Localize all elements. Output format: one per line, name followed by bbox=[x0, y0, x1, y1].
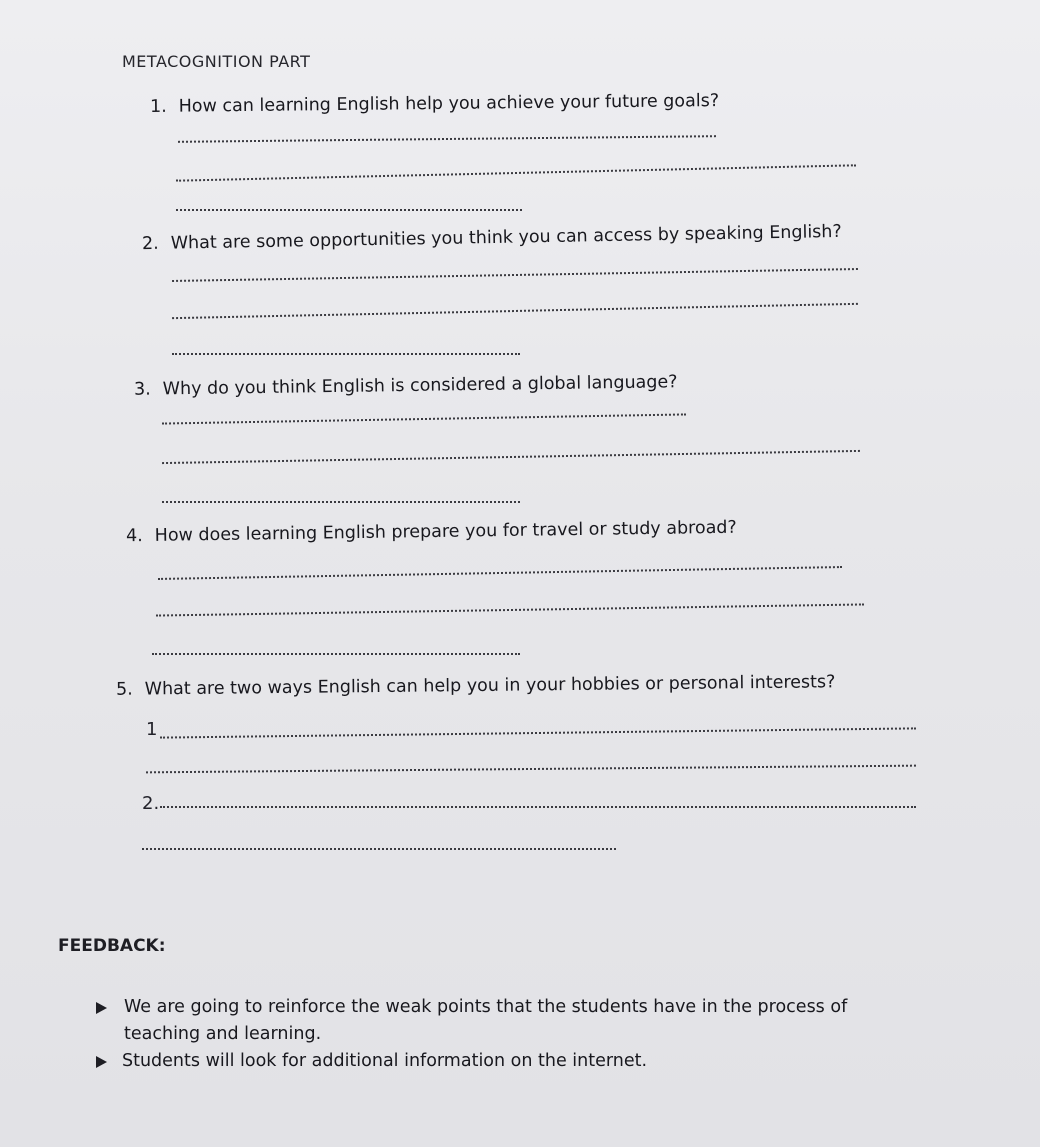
answer-line[interactable] bbox=[152, 653, 520, 655]
arrow-bullet-icon bbox=[96, 1002, 107, 1014]
question-number: 3. bbox=[133, 379, 151, 400]
answer-item-number: 2. bbox=[142, 793, 160, 814]
answer-line[interactable] bbox=[172, 353, 520, 355]
answer-line[interactable] bbox=[172, 268, 858, 282]
answer-line[interactable] bbox=[176, 209, 522, 211]
answer-line[interactable] bbox=[178, 135, 716, 143]
answer-line[interactable] bbox=[162, 450, 860, 464]
question-number: 1. bbox=[149, 96, 167, 117]
answer-line[interactable] bbox=[158, 566, 842, 580]
question-text: What are some opportunities you think you can access by speaking English? bbox=[170, 221, 842, 254]
question-4 bbox=[126, 518, 737, 547]
answer-line[interactable] bbox=[162, 501, 520, 503]
question-number: 2. bbox=[141, 233, 159, 255]
answer-line[interactable] bbox=[142, 848, 616, 850]
question-text: What are two ways English can help you in your hobbies or personal interests? bbox=[144, 672, 836, 700]
question-text: Why do you think English is considered a global language? bbox=[162, 372, 678, 400]
question-number: 4. bbox=[125, 526, 143, 547]
feedback-title: FEEDBACK: bbox=[58, 936, 166, 956]
feedback-item-2: Students will look for additional information on the internet. bbox=[122, 1051, 648, 1071]
answer-line[interactable] bbox=[156, 603, 864, 616]
question-text: How can learning English help you achieve your future goals? bbox=[178, 91, 720, 117]
question-2 bbox=[142, 222, 842, 254]
question-3 bbox=[134, 372, 678, 400]
feedback-item-1: We are going to reinforce the weak points that the students have in the process of teaching and learning. bbox=[124, 997, 848, 1044]
section-title: METACOGNITION PART bbox=[122, 52, 311, 71]
question-5 bbox=[116, 672, 836, 700]
question-1 bbox=[150, 91, 719, 117]
answer-line[interactable] bbox=[176, 164, 856, 181]
answer-line[interactable] bbox=[146, 765, 916, 774]
question-number: 5. bbox=[115, 679, 133, 700]
answer-line[interactable] bbox=[162, 413, 686, 424]
arrow-bullet-icon bbox=[96, 1056, 107, 1068]
question-text: How does learning English prepare you for travel or study abroad? bbox=[154, 517, 737, 546]
answer-item-number: 1 bbox=[146, 719, 158, 740]
answer-line[interactable] bbox=[160, 727, 916, 738]
answer-line[interactable] bbox=[172, 303, 858, 319]
answer-line[interactable] bbox=[160, 806, 916, 808]
